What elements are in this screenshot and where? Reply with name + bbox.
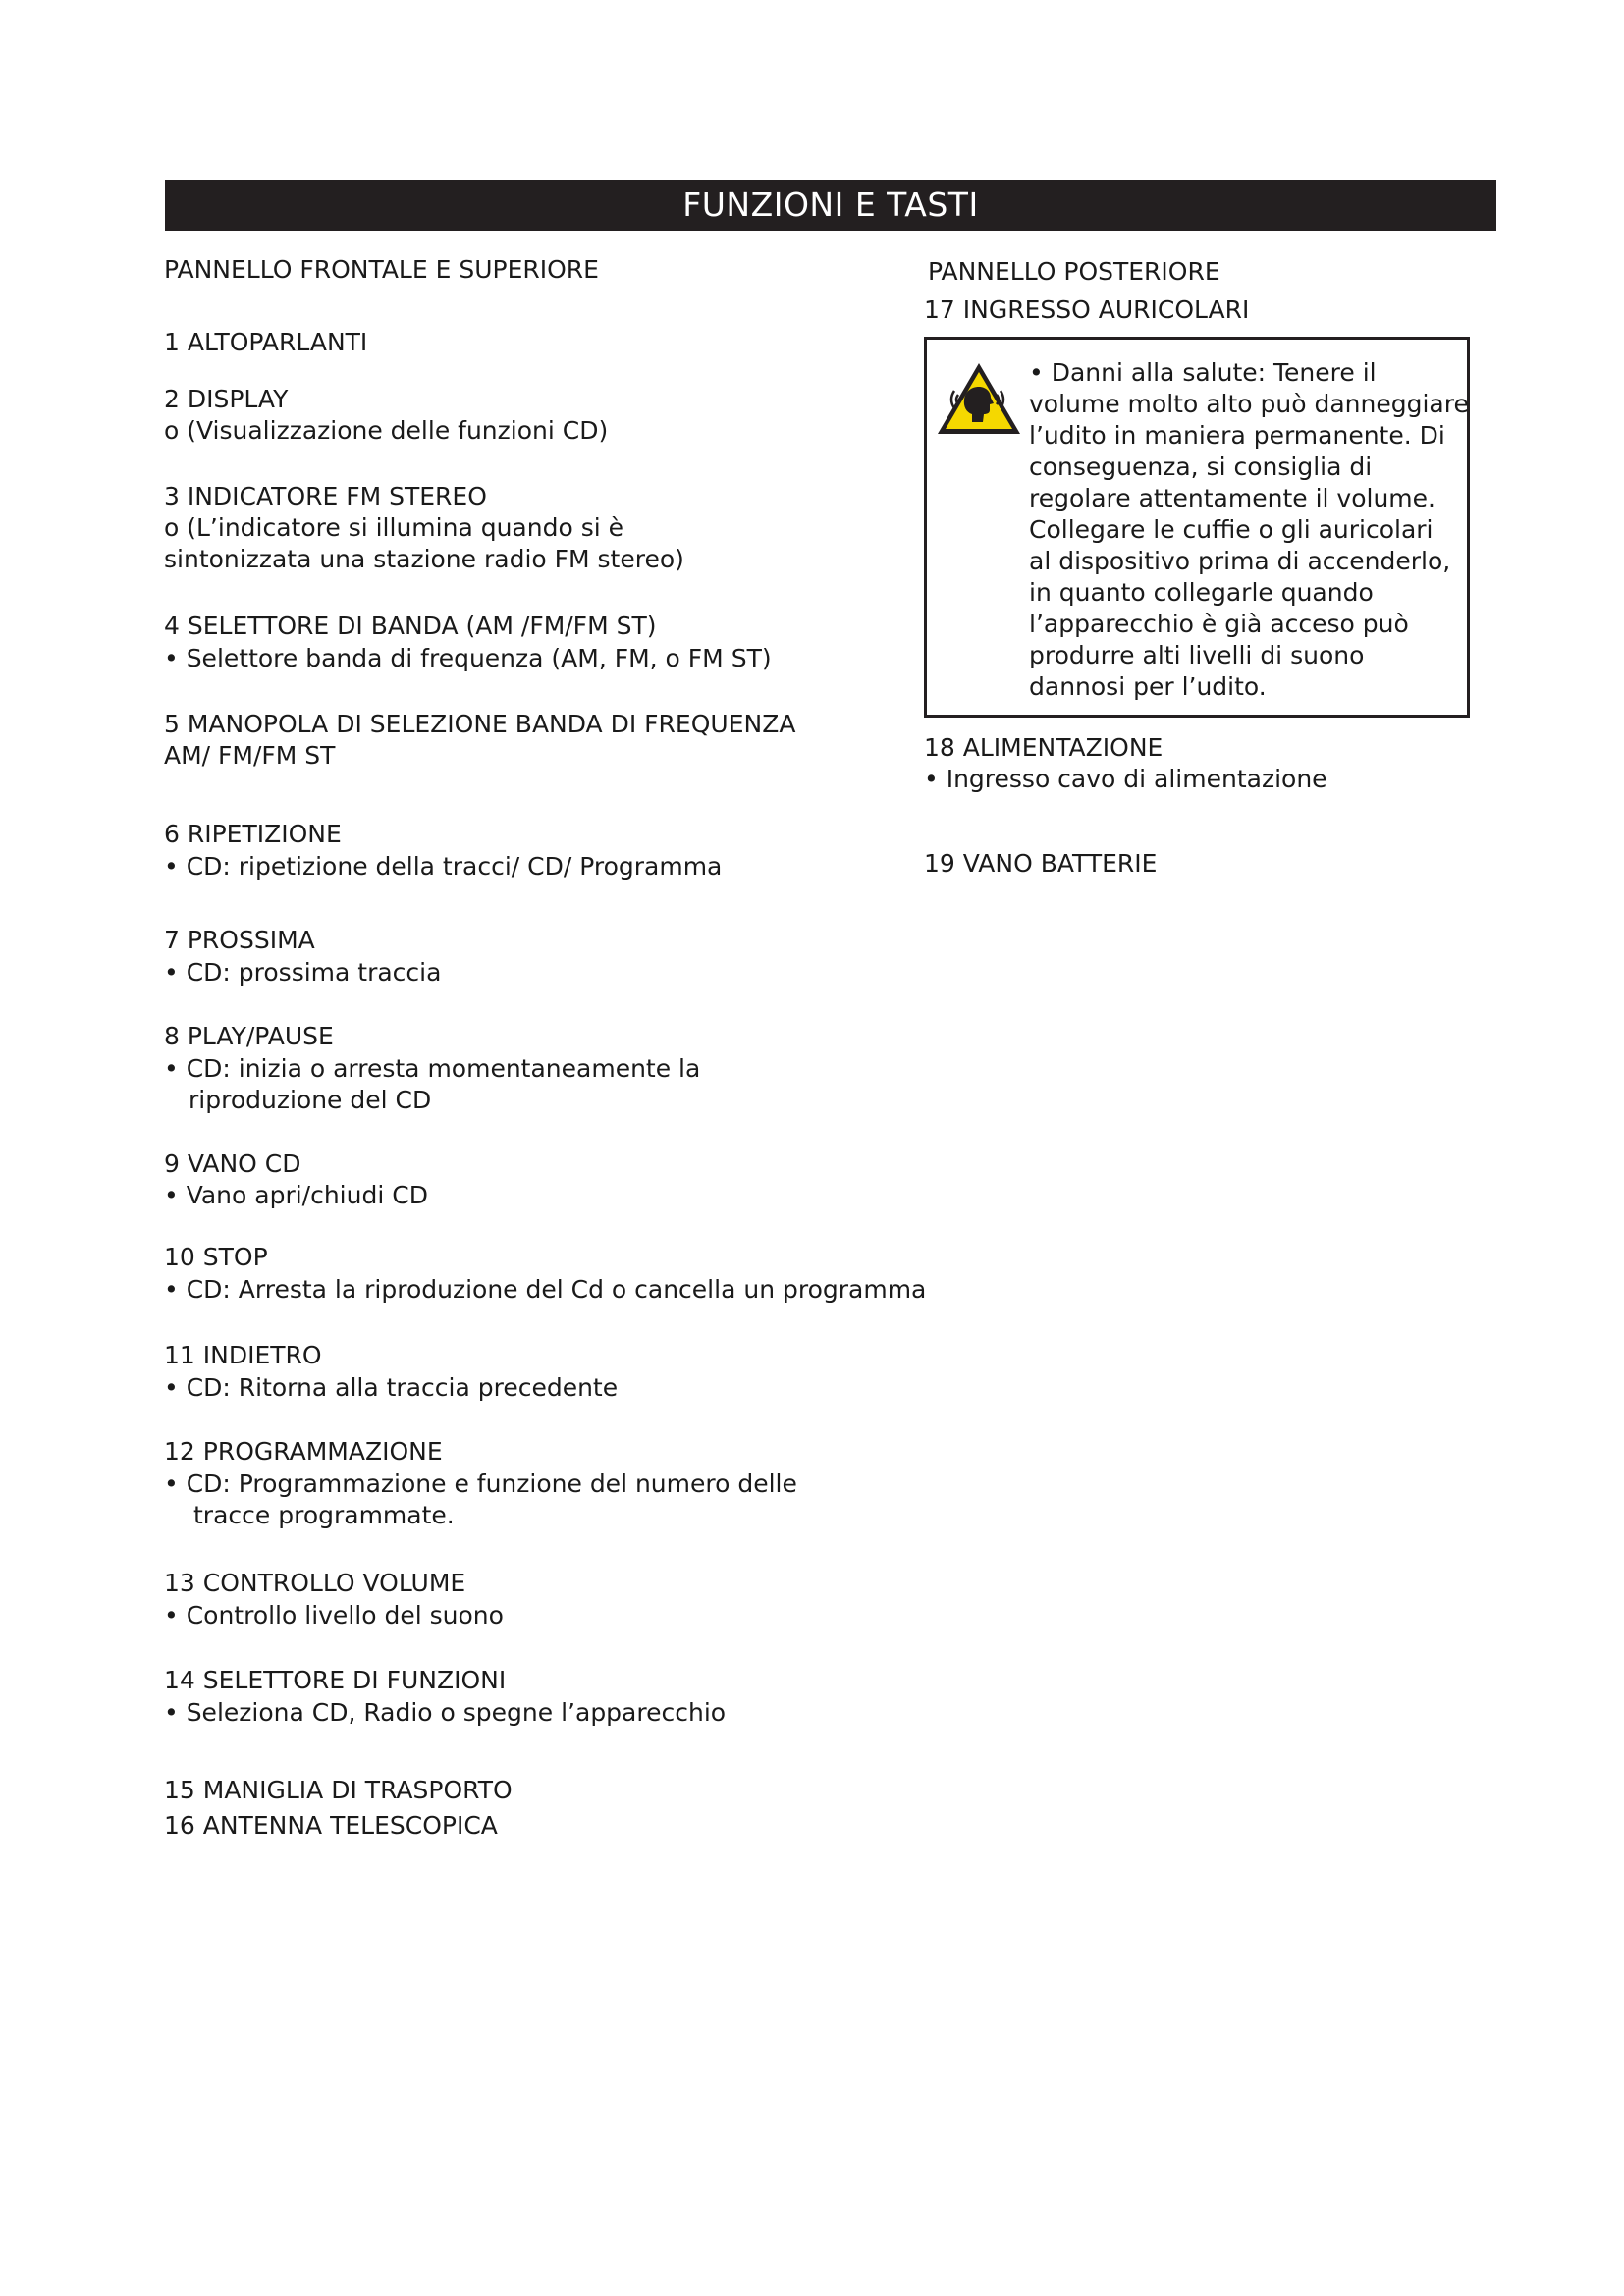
item-5-line-1: AM/ FM/FM ST bbox=[164, 741, 336, 770]
item-12-line-2: tracce programmate. bbox=[193, 1501, 455, 1529]
warning-line-8: in quanto collegarle quando bbox=[1029, 578, 1374, 607]
warning-line-5: regolare attentamente il volume. bbox=[1029, 484, 1435, 512]
page-title: FUNZIONI E TASTI bbox=[165, 180, 1496, 231]
item-15-title: 15 MANIGLIA DI TRASPORTO bbox=[164, 1776, 513, 1804]
item-2-title: 2 DISPLAY bbox=[164, 385, 289, 413]
item-6-line-1: • CD: ripetizione della tracci/ CD/ Programma bbox=[164, 852, 723, 881]
item-6-title: 6 RIPETIZIONE bbox=[164, 820, 342, 848]
rear-panel-heading: PANNELLO POSTERIORE bbox=[928, 257, 1220, 286]
item-3-line-2: sintonizzata una stazione radio FM stereo) bbox=[164, 545, 684, 573]
item-8-line-2: riproduzione del CD bbox=[189, 1086, 432, 1114]
warning-line-6: Collegare le cuffie o gli auricolari bbox=[1029, 515, 1434, 544]
item-19-title: 19 VANO BATTERIE bbox=[924, 849, 1158, 878]
item-3-title: 3 INDICATORE FM STEREO bbox=[164, 482, 487, 510]
warning-line-7: al dispositivo prima di accenderlo, bbox=[1029, 547, 1451, 575]
item-1-title: 1 ALTOPARLANTI bbox=[164, 328, 368, 356]
warning-line-4: conseguenza, si consiglia di bbox=[1029, 453, 1373, 481]
item-10-title: 10 STOP bbox=[164, 1243, 268, 1271]
item-14-line-1: • Seleziona CD, Radio o spegne l’apparecchio bbox=[164, 1698, 727, 1727]
warning-line-9: l’apparecchio è già acceso può bbox=[1029, 610, 1409, 638]
item-9-line-1: • Vano apri/chiudi CD bbox=[164, 1181, 428, 1209]
item-12-line-1: • CD: Programmazione e funzione del numero delle bbox=[164, 1469, 797, 1498]
warning-line-1: • Danni alla salute: Tenere il bbox=[1029, 358, 1377, 387]
item-7-title: 7 PROSSIMA bbox=[164, 926, 315, 954]
hearing-warning-box bbox=[924, 337, 1470, 718]
item-17-title: 17 INGRESSO AURICOLARI bbox=[924, 295, 1250, 324]
item-13-line-1: • Controllo livello del suono bbox=[164, 1601, 504, 1629]
item-7-line-1: • CD: prossima traccia bbox=[164, 958, 442, 987]
front-panel-heading: PANNELLO FRONTALE E SUPERIORE bbox=[164, 255, 599, 284]
item-2-line-1: o (Visualizzazione delle funzioni CD) bbox=[164, 416, 609, 445]
hearing-damage-warning-icon bbox=[935, 359, 1023, 438]
item-13-title: 13 CONTROLLO VOLUME bbox=[164, 1569, 466, 1597]
item-10-line-1: • CD: Arresta la riproduzione del Cd o cancella un programma bbox=[164, 1275, 927, 1304]
item-12-title: 12 PROGRAMMAZIONE bbox=[164, 1437, 443, 1466]
item-16-title: 16 ANTENNA TELESCOPICA bbox=[164, 1811, 498, 1840]
item-4-title: 4 SELETTORE DI BANDA (AM /FM/FM ST) bbox=[164, 612, 657, 640]
item-5-title: 5 MANOPOLA DI SELEZIONE BANDA DI FREQUENZA bbox=[164, 710, 796, 738]
item-11-title: 11 INDIETRO bbox=[164, 1341, 322, 1369]
hearing-warning-text bbox=[1029, 357, 1471, 703]
item-4-line-1: • Selettore banda di frequenza (AM, FM, o FM ST) bbox=[164, 644, 772, 672]
warning-line-10: produrre alti livelli di suono bbox=[1029, 641, 1365, 669]
item-3-line-1: o (L’indicatore si illumina quando si è bbox=[164, 513, 623, 542]
warning-line-3: l’udito in maniera permanente. Di bbox=[1029, 421, 1445, 450]
warning-line-11: dannosi per l’udito. bbox=[1029, 672, 1267, 701]
item-14-title: 14 SELETTORE DI FUNZIONI bbox=[164, 1666, 507, 1694]
item-11-line-1: • CD: Ritorna alla traccia precedente bbox=[164, 1373, 619, 1402]
item-8-title: 8 PLAY/PAUSE bbox=[164, 1022, 334, 1050]
item-18-line-1: • Ingresso cavo di alimentazione bbox=[924, 765, 1327, 793]
warning-line-2: volume molto alto può danneggiare bbox=[1029, 390, 1469, 418]
item-9-title: 9 VANO CD bbox=[164, 1149, 301, 1178]
item-18-title: 18 ALIMENTAZIONE bbox=[924, 733, 1164, 762]
item-8-line-1: • CD: inizia o arresta momentaneamente la bbox=[164, 1054, 701, 1083]
